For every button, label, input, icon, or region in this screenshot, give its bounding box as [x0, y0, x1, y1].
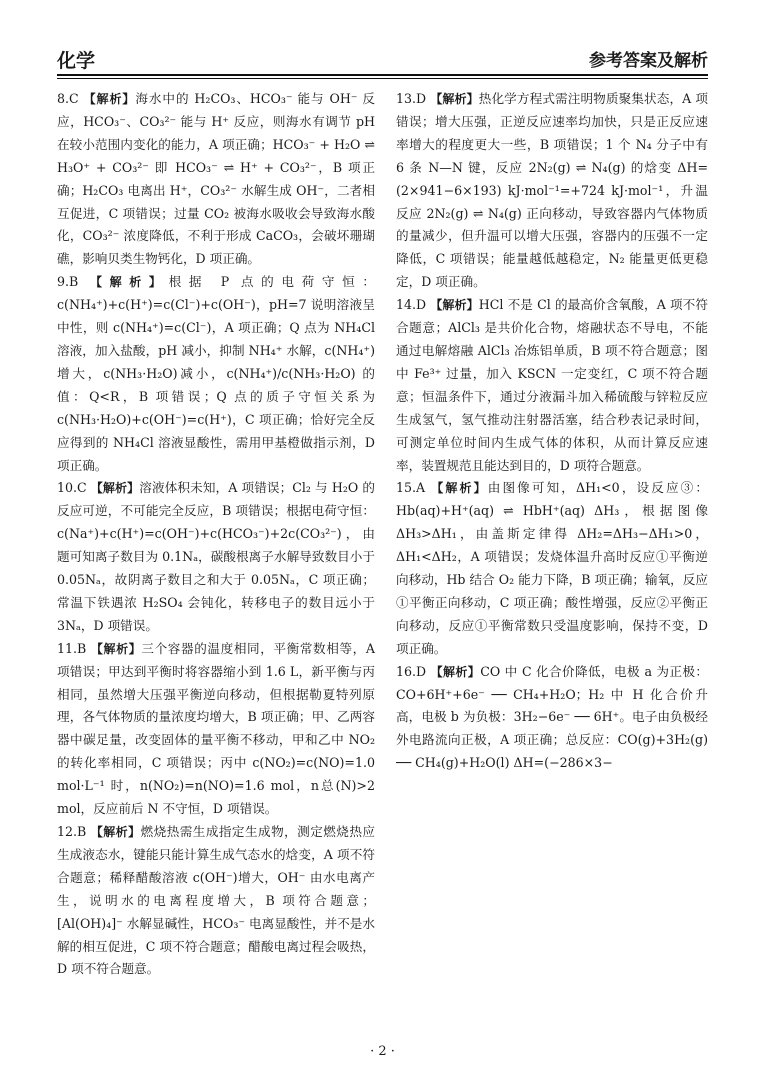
header-rule-thin: [57, 78, 708, 79]
answer-item: [396, 477, 708, 660]
header-rule-thick: [57, 74, 708, 76]
answer-item: [57, 821, 375, 981]
analysis-text: 三个容器的温度相同，平衡常数相等，A 项错误；甲达到平衡时将容器缩小到 1.6 L，新平衡与丙相同，虽然增大压强平衡逆向移动，但根据勒夏特列原理，各气体物质的量浓度均增大，B 项正确；甲、乙两容器中碳足量，改变固体的量平衡不移动，甲和乙中 NO₂ 的转化率相同，C 项错误；丙中 c(NO₂)=c(NO)=1.0 mol·L⁻¹ 时，n(NO₂)=n(NO)=1.6 mol，n总(N)>2 mol，反应前后 N 不守恒，D 项错误。: [57, 640, 375, 817]
answer-item: [57, 638, 375, 821]
answer-item: [396, 88, 708, 294]
analysis-tag: 【解析】: [90, 641, 142, 656]
analysis-tag: 【解析】: [90, 825, 141, 839]
analysis-tag: 【解析】: [431, 481, 488, 496]
question-number: 10.C: [57, 480, 87, 496]
analysis-text: 由图像可知，ΔH₁<0，设反应③：Hb(aq)+H⁺(aq) ⇌ HbH⁺(aq) ΔH₃，根据图像 ΔH₃>ΔH₁，由盖斯定律得 ΔH₂=ΔH₃−ΔH₁>0，ΔH₁<ΔH₂，A 项错误；发烧体温升高时反应①平衡逆向移动，Hb 结合 O₂ 能力下降，B 项正确；输氧，反应①平衡正向移动，C 项正确；酸性增强，反应②平衡正向移动，反应①平衡常数只受温度影响，保持不变，D 项正确。: [396, 480, 708, 656]
analysis-tag: 【解析】: [430, 298, 479, 313]
question-number: 12.B: [57, 824, 87, 839]
analysis-text: 海水中的 H₂CO₃、HCO₃⁻ 能与 OH⁻ 反应，HCO₃⁻、CO₃²⁻ 能与 H⁺ 反应，则海水有调节 pH 在较小范围内变化的能力，A 项正确；HCO₃⁻ + H₂O ⇌ H₃O⁺ + CO₃²⁻ 即 HCO₃⁻ ⇌ H⁺ + CO₃²⁻，B 项正确；H₂CO₃ 电离出 H⁺，CO₃²⁻ 水解生成 OH⁻，二者相互促进，C 项错误；过量 CO₂ 被海水吸收会导致海水酸化，CO₃²⁻ 浓度降低，不利于形成 CaCO₃，会破坏珊瑚礁，影响贝类生物钙化，D 项正确。: [57, 91, 375, 267]
question-number: 14.D: [396, 297, 427, 313]
analysis-text: 燃烧热需生成指定生成物，测定燃烧热应生成液态水，键能只能计算生成气态水的焓变，A 项不符合题意；稀释醋酸溶液 c(OH⁻)增大，OH⁻ 由水电离产生，说明水的电离程度增大，B 项符合题意；[Al(OH)₄]⁻ 水解显碱性，HCO₃⁻ 电离显酸性，并不是水解的相互促进，C 项不符合题意；醋酸电离过程会吸热，D 项不符合题意。: [57, 824, 375, 977]
question-number: 13.D: [396, 91, 427, 106]
analysis-text: 根据 P 点的电荷守恒：c(NH₄⁺)+c(H⁺)=c(Cl⁻)+c(OH⁻)，pH=7 说明溶液呈中性，则 c(NH₄⁺)=c(Cl⁻)，A 项正确；Q 点为 NH₄Cl 溶液，加入盐酸，pH 减小，抑制 NH₄⁺ 水解，c(NH₄⁺)增大，c(NH₃·H₂O)减小，c(NH₄⁺)/c(NH₃·H₂O) 的值：Q<R，B 项错误；Q 点的质子守恒关系为 c(NH₃·H₂O)+c(OH⁻)=c(H⁺)，C 项正确；恰好完全反应得到的 NH₄Cl 溶液显酸性，需用甲基橙做指示剂，D 项正确。: [57, 274, 375, 473]
answer-item: [396, 294, 708, 477]
analysis-tag: 【解析】: [430, 92, 479, 106]
answer-item: [57, 271, 375, 477]
page-header: [57, 46, 708, 76]
right-column: [396, 88, 708, 775]
left-column: [57, 88, 375, 981]
answer-item: [396, 661, 708, 776]
page-number: · 2 ·: [370, 1044, 395, 1059]
analysis-tag: 【解析】: [430, 664, 481, 679]
analysis-tag: 【解析】: [90, 481, 140, 496]
section-title: 参考答案及解析: [589, 51, 708, 71]
answer-item: [57, 88, 375, 271]
question-number: 9.B: [57, 274, 79, 290]
question-number: 8.C: [57, 91, 79, 106]
analysis-tag: 【解析】: [83, 92, 136, 106]
question-number: 11.B: [57, 640, 87, 656]
analysis-text: 溶液体积未知，A 项错误；Cl₂ 与 H₂O 的反应可逆，不可能完全反应，B 项错误；根据电荷守恒：c(Na⁺)+c(H⁺)=c(OH⁻)+c(HCO₃⁻)+2c(CO₃²⁻)，由题可知离子数目为 0.1Nₐ，碳酸根离子水解导致数目小于 0.05Nₐ，故阴离子数目之和大于 0.05Nₐ，C 项正确；常温下铁遇浓 H₂SO₄ 会钝化，转移电子的数目远小于 3Nₐ，D 项错误。: [57, 480, 375, 633]
question-number: 16.D: [396, 663, 427, 679]
question-number: 15.A: [396, 480, 426, 496]
analysis-text: 热化学方程式需注明物质聚集状态，A 项错误；增大压强，正逆反应速率均加快，只是正反应速率增大的程度更大一些，B 项错误；1 个 N₄ 分子中有 6 条 N—N 键，反应 2N₂(g) ⇌ N₄(g) 的焓变 ΔH=(2×941−6×193) kJ·mol⁻¹=+724 kJ·mol⁻¹，升温反应 2N₂(g) ⇌ N₄(g) 正向移动，导致容器内气体物质的量减少，但升温可以增大压强，容器内的压强不一定降低，C 项错误；能量越低越稳定，N₂ 能量更低更稳定，D 项正确。: [396, 91, 708, 290]
analysis-text: CO 中 C 化合价降低，电极 a 为正极：CO+6H⁺+6e⁻ ── CH₄+H₂O；H₂ 中 H 化合价升高，电极 b 为负极：3H₂−6e⁻ ── 6H⁺。电子由负极经外电路流向正极，A 项正确；总反应：CO(g)+3H₂(g) ── CH₄(g)+H₂O(l) ΔH=(−286×3−: [396, 663, 708, 771]
subject-title: 化学: [57, 50, 96, 72]
analysis-tag: 【解析】: [89, 275, 169, 290]
analysis-text: HCl 不是 Cl 的最高价含氧酸，A 项不符合题意；AlCl₃ 是共价化合物，熔融状态不导电，不能通过电解熔融 AlCl₃ 冶炼铝单质，B 项不符合题意；图中 Fe³⁺ 过量，加入 KSCN 一定变红，C 项不符合题意；恒温条件下，通过分液漏斗加入稀硫酸与锌粒反应生成氢气，氢气推动注射器活塞，结合秒表记录时间，可测定单位时间内生成气体的体积，从而计算反应速率，装置规范且能达到目的，D 项符合题意。: [396, 297, 708, 473]
answer-item: [57, 477, 375, 637]
